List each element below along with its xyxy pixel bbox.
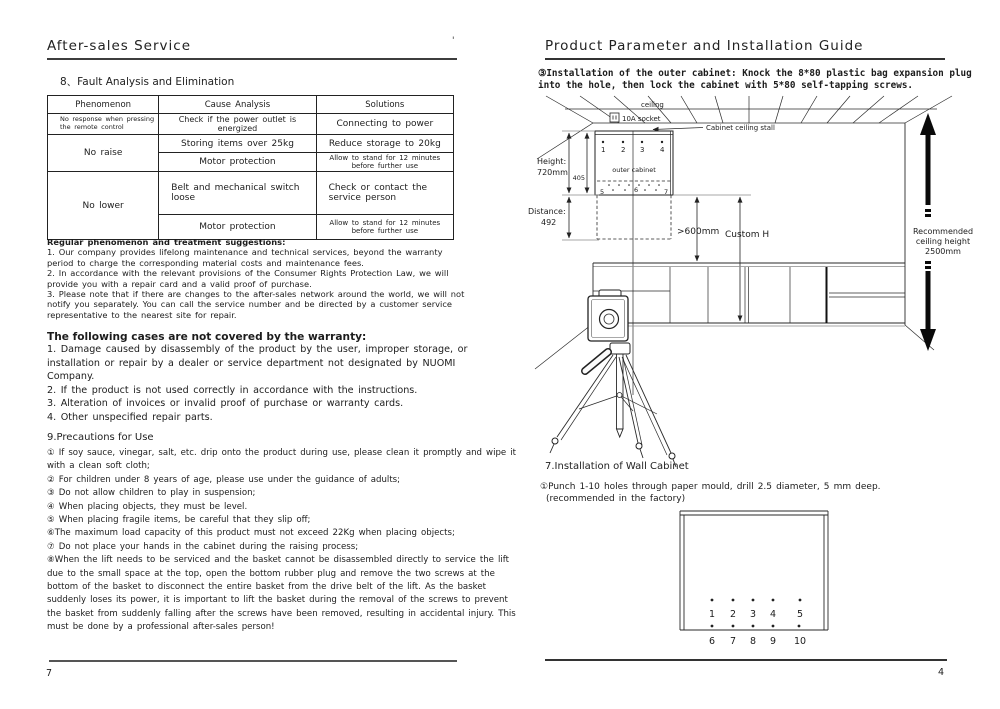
hole-number: 6 [634, 186, 639, 194]
down-arrow-icon [920, 261, 936, 351]
section9-heading: 9.Precautions for Use [47, 432, 154, 443]
warranty-item: 1. Damage caused by disassembly of the product by the user, improper storage, or installation or repair by a dealer or service department not designated by NUOMI Company. [47, 344, 468, 383]
left-footer-rule [49, 660, 457, 662]
precaution-item: ⑦ Do not place your hands in the cabinet during the raising process; [47, 541, 359, 552]
section7-heading: 7.Installation of Wall Cabinet [545, 461, 689, 472]
stray-mark: ' [452, 36, 455, 46]
outer-cabinet-label: outer cabinet [612, 166, 656, 174]
precaution-item: ③ Do not allow children to play in suspension; [47, 488, 256, 499]
distance-label: Distance: [528, 207, 566, 216]
mould-number: 7 [729, 636, 737, 647]
hole-number: 4 [660, 146, 665, 154]
installation-diagram [525, 93, 995, 473]
cell-solution: Check or contact the service person [316, 172, 453, 215]
step1-instruction [540, 481, 970, 505]
socket-label: 10A socket [622, 115, 661, 123]
dimension-distance [528, 197, 599, 240]
hole-number: 3 [640, 146, 645, 154]
precaution-item: ② For children under 8 years of age, please use under the guidance of adults; [47, 474, 401, 485]
cell-phenomenon: No response when pressing the remote control [48, 114, 159, 135]
regular-suggestions [47, 237, 471, 320]
mould-number: 10 [793, 636, 807, 647]
right-footer-rule [545, 659, 947, 661]
cell-cause: Storing items over 25kg [159, 135, 316, 153]
height-label: Height: [537, 157, 567, 166]
rec-height-value: 2500mm [925, 247, 961, 256]
cell-phenomenon: No raise [48, 135, 159, 172]
cell-phenomenon: No lower [48, 172, 159, 240]
mould-number: 9 [769, 636, 777, 647]
cell-cause: Motor protection [159, 215, 316, 240]
cell-solution: Allow to stand for 12 minutes before further use [316, 215, 453, 240]
right-page-title: Product Parameter and Installation Guide [545, 38, 864, 54]
hole-number: 7 [664, 188, 669, 196]
precaution-item: ⑤ When placing fragile items, be careful that they slip off; [47, 515, 311, 526]
mould-holes-row1 [709, 599, 803, 620]
ceiling-label: ceiling [641, 101, 664, 109]
tripod-icon [550, 343, 676, 467]
hole-number: 1 [601, 146, 606, 154]
step3-instruction: ③Installation of the outer cabinet: Knock the 8*80 plastic bag expansion plug into the hole, then lock the cabinet with 5*80 self-tapping screws. [538, 68, 972, 91]
rec-height-label: Recommended [912, 227, 974, 236]
mould-number: 6 [708, 636, 716, 647]
cell-solution: Connecting to power [316, 114, 453, 135]
mould-holes-row2 [709, 625, 806, 647]
table-row [48, 135, 454, 153]
precaution-item: ⑧When the lift needs to be serviced and the basket cannot be disassembled directly to service the lift due to the small space at the top, open the bottom rubber plug and remove the two screws at the bottom of the basket to disconnect the entire basket from the drive belt of the lift. As the basket suddenly loses its power, it is important to lift the basket during the removal of the screws to prevent the basket from suddenly falling after the screws have been removed, resulting in accidental injury. This must be done by a professional after-sales person! [47, 555, 516, 633]
warranty-item: 3. Alteration of invoices or invalid proof of purchase or warranty cards. [47, 398, 404, 410]
wall-cabinet-band [593, 263, 905, 326]
step1-line1: ①Punch 1-10 holes through paper mould, drill 2.5 diameter, 5 mm deep. [540, 482, 881, 492]
regular-title: Regular phenomenon and treatment suggestions: [47, 237, 286, 247]
warranty-item: 2. If the product is not used correctly in accordance with the instructions. [47, 384, 418, 396]
custom-h-label: Custom H [725, 230, 770, 240]
col-header-solutions: Solutions [316, 96, 453, 114]
mould-number: 1 [708, 609, 716, 620]
up-arrow-icon [920, 113, 936, 217]
mould-number: 3 [749, 609, 757, 620]
col-header-cause: Cause Analysis [159, 96, 316, 114]
cell-cause: Check if the power outlet is energized [159, 114, 316, 135]
left-page-title: After-sales Service [47, 38, 192, 54]
left-page-number: 7 [46, 668, 53, 679]
dim-405: 405 [572, 174, 585, 182]
stall-label: Cabinet ceiling stall [706, 124, 775, 132]
regular-item: 1. Our company provides lifelong maintenance and technical services, beyond the warranty period to charge the corresponding material costs and maintenance fees. [47, 247, 443, 268]
regular-item: 2. In accordance with the relevant provisions of the Consumer Rights Protection Law, we will provide you with a repair card and a valid proof of purchase. [47, 268, 449, 289]
right-page-number: 4 [938, 667, 945, 678]
socket-icon [610, 113, 619, 122]
precaution-item: ① If soy sauce, vinegar, salt, etc. drip onto the product during use, please clean it promptly and wipe it with a clean soft cloth; [47, 448, 516, 472]
mould-number: 2 [729, 609, 737, 620]
precautions-list [47, 447, 525, 635]
stall-leader-arrow [653, 128, 703, 130]
hole-number: 2 [621, 146, 626, 154]
mould-number: 5 [796, 609, 804, 620]
col-header-phenomenon: Phenomenon [48, 96, 159, 114]
step1-line2: (recommended in the factory) [546, 494, 686, 504]
laser-level-icon [588, 290, 628, 341]
rec-height-label: ceiling height [915, 237, 971, 246]
table-row [48, 172, 454, 215]
table-row [48, 114, 454, 135]
cell-solution: Allow to stand for 12 minutes before further use [316, 153, 453, 172]
outer-cabinet [595, 131, 673, 196]
cell-cause: Belt and mechanical switch loose [159, 172, 316, 215]
dimension-height [537, 131, 599, 195]
right-title-rule [545, 58, 945, 60]
precaution-item: ④ When placing objects, they must be level. [47, 501, 248, 512]
warranty-title: The following cases are not covered by the warranty: [47, 331, 367, 343]
cell-solution: Reduce storage to 20kg [316, 135, 453, 153]
height-value: 720mm [537, 168, 568, 177]
warranty-item: 4. Other unspecified repair parts. [47, 411, 213, 423]
hole-number: 5 [600, 188, 605, 196]
paper-mould-diagram [660, 505, 885, 653]
left-title-rule [47, 58, 457, 60]
precaution-item: ⑥The maximum load capacity of this product must not exceed 22Kg when placing objects; [47, 528, 455, 539]
gt600-label: >600mm [677, 227, 720, 237]
fault-table [47, 95, 454, 240]
cell-cause: Motor protection [159, 153, 316, 172]
mould-number: 4 [769, 609, 777, 620]
section8-heading: 8、Fault Analysis and Elimination [60, 76, 235, 88]
regular-item: 3. Please note that if there are changes to the after-sales network around the world, we will not notify you separately. You can call the service number and be directed by a customer service representative to the nearest site for repair. [47, 289, 465, 320]
warranty-section [47, 331, 479, 425]
mould-number: 8 [749, 636, 757, 647]
distance-value: 492 [541, 218, 557, 227]
